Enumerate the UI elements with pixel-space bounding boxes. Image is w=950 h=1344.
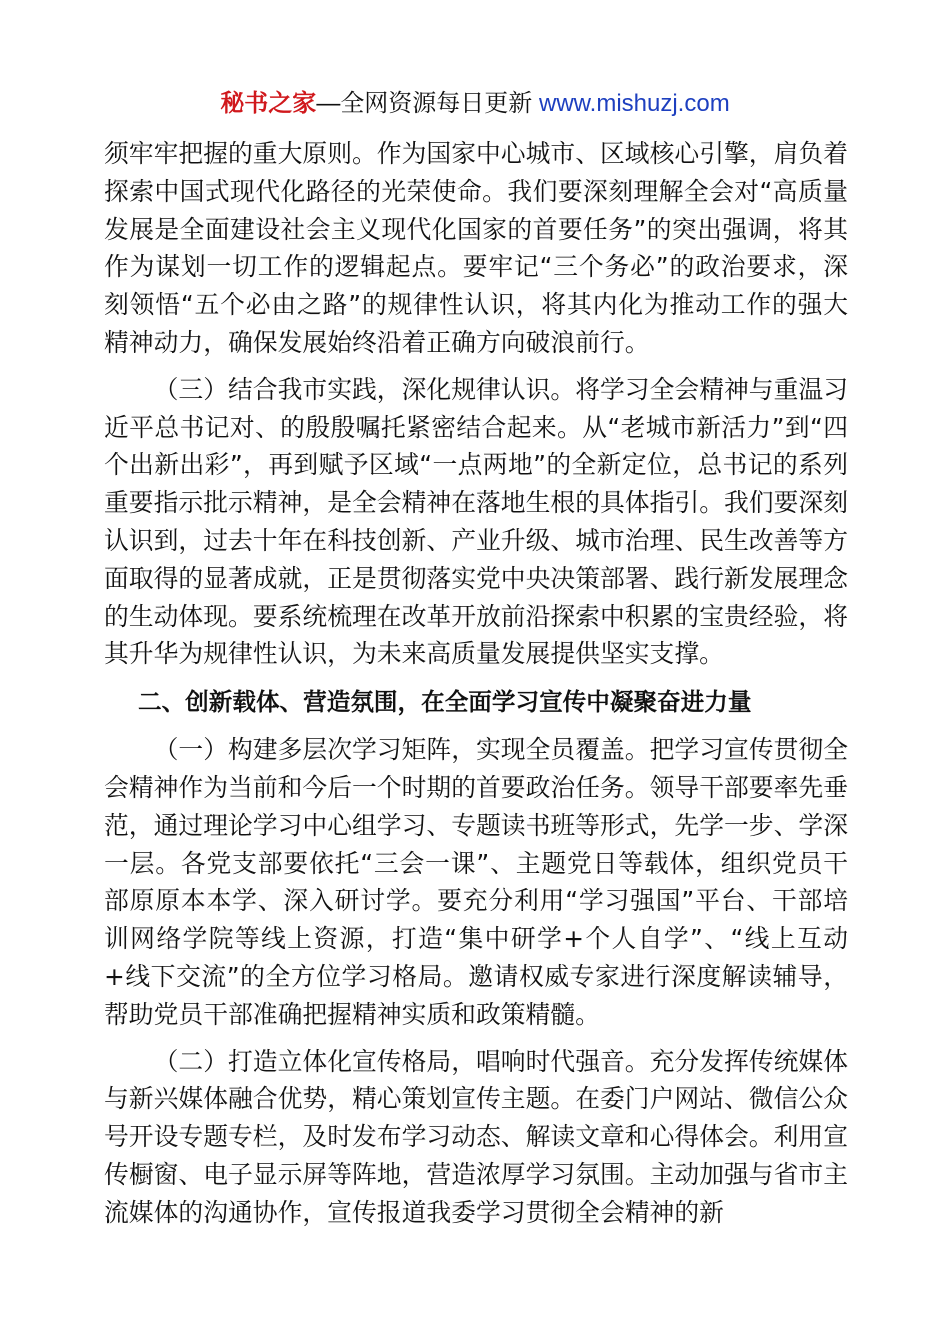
site-url[interactable]: www.mishuzj.com bbox=[538, 90, 730, 117]
brand-name: 秘书之家 bbox=[220, 90, 317, 117]
page-header bbox=[0, 86, 950, 122]
document-body bbox=[104, 135, 848, 1241]
header-tagline: —全网资源每日更新 bbox=[316, 90, 533, 117]
paragraph-4: （二）打造立体化宣传格局，唱响时代强音。充分发挥传统媒体与新兴媒体融合优势，精心策划宣传主题。在委门户网站、微信公众号开设专题专栏，及时发布学习动态、解读文章和心得体会。利用宣传橱窗、电子显示屏等阵地，营造浓厚学习氛围。主动加强与省市主流媒体的沟通协作，宣传报道我委学习贯彻全会精神的新 bbox=[104, 1046, 848, 1227]
paragraph-3: （一）构建多层次学习矩阵，实现全员覆盖。把学习宣传贯彻全会精神作为当前和今后一个时期的首要政治任务。领导干部要率先垂范，通过理论学习中心组学习、专题读书班等形式，先学一步、学深一层。各党支部要依托“三会一课”、主题党日等载体，组织党员干部原原本本学、深入研讨学。要充分利用“学习强国”平台、干部培训网络学院等线上资源，打造“集中研学+个人自学”、“线上互动+线下交流”的全方位学习格局。邀请权威专家进行深度解读辅导，帮助党员干部准确把握精神实质和政策精髓。 bbox=[104, 735, 848, 1029]
paragraph-1: 须牢牢把握的重大原则。作为国家中心城市、区域核心引擎，肩负着探索中国式现代化路径的光荣使命。我们要深刻理解全会对“高质量发展是全面建设社会主义现代化国家的首要任务”的突出强调，将其作为谋划一切工作的逻辑起点。要牢记“三个务必”的政治要求，深刻领悟“五个必由之路”的规律性认识，将其内化为推动工作的强大精神动力，确保发展始终沿着正确方向破浪前行。 bbox=[104, 139, 848, 357]
paragraph-2: （三）结合我市实践，深化规律认识。将学习全会精神与重温习近平总书记对、的殷殷嘱托紧密结合起来。从“老城市新活力”到“四个出新出彩”，再到赋予区域“一点两地”的全新定位，总书记的系列重要指示批示精神，是全会精神在落地生根的具体指引。我们要深刻认识到，过去十年在科技创新、产业升级、城市治理、民生改善等方面取得的显著成就，正是贯彻落实党中央决策部署、践行新发展理念的生动体现。要系统梳理在改革开放前沿探索中积累的宝贵经验，将其升华为规律性认识，为未来高质量发展提供坚实支撑。 bbox=[104, 374, 848, 669]
section-heading-2: 二、创新载体、营造氛围，在全面学习宣传中凝聚奋进力量 bbox=[138, 688, 752, 717]
